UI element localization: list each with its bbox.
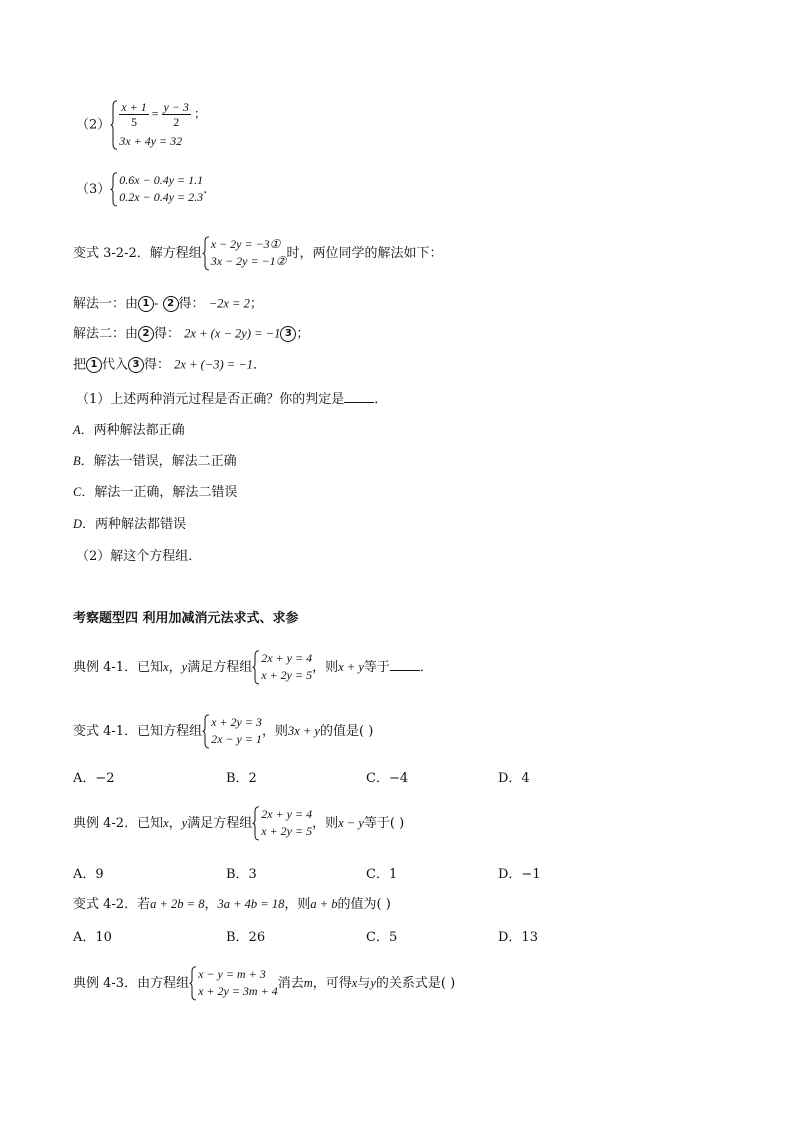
solution-3: 把 1 代入 3 得： 2x + (−3) = −1． xyxy=(73,357,267,373)
option-d[interactable]: D．两种解法都错误 xyxy=(73,517,187,532)
choice-b[interactable]: B．2 xyxy=(226,771,257,786)
option-c[interactable]: C．解法一正确，解法二错误 xyxy=(73,485,238,500)
brace-icon xyxy=(110,172,118,207)
equation-system xyxy=(110,100,206,150)
equation-system: x − y = m + 3 x + 2y = 3m + 4 xyxy=(189,966,278,1001)
example-4-1: 典例 4-1．已知x，y满足方程组 2x + y = 4 x + 2y = 5 ，则x + y等于 ． xyxy=(73,650,433,685)
equation-system: x + 2y = 3 2x − y = 1 xyxy=(202,714,262,749)
choice-d[interactable]: D．−1 xyxy=(498,867,541,882)
equation-1: x − 2y = −3① xyxy=(210,237,281,251)
brace-icon xyxy=(202,714,210,749)
variant-3-2-2: 变式 3-2-2．解方程组 x − 2y = −3① 3x − 2y = −1② 时，两位同学的解法如下： xyxy=(73,236,442,271)
solution-1: 解法一：由 1 - 2 得： −2x = 2； xyxy=(73,296,263,312)
circled-number: 3 xyxy=(128,357,144,373)
equation-system xyxy=(202,236,287,271)
question-1: （1）上述两种消元过程是否正确？你的判定是 ． xyxy=(76,392,388,407)
equation-system xyxy=(110,172,203,207)
circled-number: 2 xyxy=(138,326,154,342)
problem-2-label: （2） xyxy=(76,117,111,133)
problem-3: （3） 0.6x − 0.4y = 1.1 0.2x − 0.4y = 2.3 . xyxy=(76,172,207,207)
choice-c[interactable]: C．1 xyxy=(366,867,398,882)
equation-2: 3x + 4y = 32 xyxy=(119,133,183,148)
circled-number: 1 xyxy=(138,296,154,312)
brace-icon xyxy=(252,650,260,685)
equation-2: 3x − 2y = −1② xyxy=(210,254,287,269)
choice-b[interactable]: B．3 xyxy=(226,867,257,882)
variant-4-1: 变式 4-1．已知方程组 x + 2y = 3 2x − y = 1 ，则3x + y的值是( ) xyxy=(73,714,373,749)
brace-icon xyxy=(110,100,118,150)
brace-icon xyxy=(252,806,260,841)
brace-icon xyxy=(202,236,210,271)
equation-1: 0.6x − 0.4y = 1.1 xyxy=(119,173,204,187)
answer-blank xyxy=(344,390,374,403)
choice-a[interactable]: A．10 xyxy=(73,930,112,945)
choice-d[interactable]: D．13 xyxy=(498,930,538,945)
equation-system: 2x + y = 4 x + 2y = 5 xyxy=(252,806,312,841)
circled-number: 1 xyxy=(86,357,102,373)
equation-2: 0.2x − 0.4y = 2.3 xyxy=(119,190,204,205)
option-b[interactable]: B．解法一错误，解法二正确 xyxy=(73,454,237,469)
choice-c[interactable]: C．−4 xyxy=(366,771,409,786)
problem-2 xyxy=(76,100,206,150)
section-title: 考察题型四 利用加减消元法求式、求参 xyxy=(73,611,299,626)
choice-c[interactable]: C．5 xyxy=(366,930,398,945)
variant-4-2: 变式 4-2．若a + 2b = 8，3a + 4b = 18，则a + b的值为( ) xyxy=(73,897,391,912)
example-4-3: 典例 4-3．由方程组 x − y = m + 3 x + 2y = 3m + 4 消去m，可得x与y的关系式是( ) xyxy=(73,966,455,1001)
example-4-2: 典例 4-2．已知x，y满足方程组 2x + y = 4 x + 2y = 5 ，则x − y等于( ) xyxy=(73,806,404,841)
equation-1: $\frac{x + 1}{5}$ = $\frac{y - 3}{2}$ ； xyxy=(121,100,206,130)
choice-a[interactable]: A．9 xyxy=(73,867,104,882)
choice-a[interactable]: A．−2 xyxy=(73,771,115,786)
choice-b[interactable]: B．26 xyxy=(226,930,266,945)
circled-number: 2 xyxy=(163,296,179,312)
solution-2: 解法二：由 2 得： 2x + (x − 2y) = −1 3 ； xyxy=(73,326,310,342)
choice-d[interactable]: D．4 xyxy=(498,771,530,786)
question-2: （2）解这个方程组． xyxy=(76,549,202,564)
option-a[interactable]: A．两种解法都正确 xyxy=(73,423,185,438)
circled-number: 3 xyxy=(280,326,296,342)
brace-icon xyxy=(189,966,197,1001)
equation-system: 2x + y = 4 x + 2y = 5 xyxy=(252,650,312,685)
answer-blank xyxy=(390,658,420,671)
